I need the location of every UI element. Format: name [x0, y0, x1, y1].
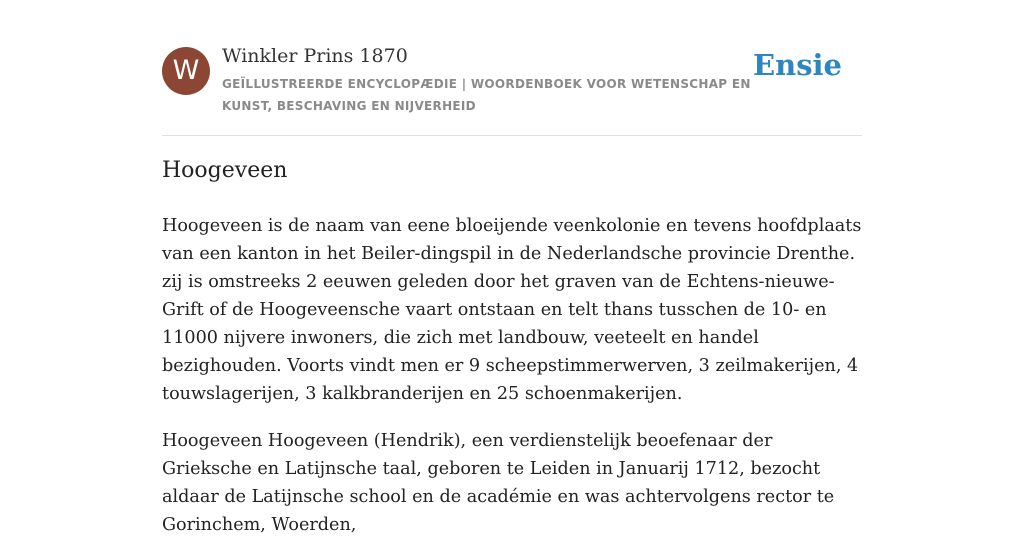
article-title: Hoogeveen	[162, 158, 288, 183]
ensie-logo[interactable]: Ensie	[753, 48, 842, 82]
article-paragraph-1: Hoogeveen is de naam van eene bloeijende veenkolonie en tevens hoofdplaats van een kanton in het Beiler-dingspil in de Nederlandsche provincie Drenthe. zij is omstreeks 2 eeuwen geleden door het graven van de Echtens-nieuwe-Grift of de Hoogeveensche vaart ontstaan en telt thans tusschen de 10- en 11000 nijvere inwoners, die zich met landbouw, veeteelt en handel bezighouden. Voorts vindt men er 9 scheepstimmerwerven, 3 zeilmakerijen, 4 touwslagerijen, 3 kalkbranderijen en 25 schoenmakerijen.	[162, 216, 862, 404]
source-header	[162, 0, 862, 136]
article-paragraph-2: Hoogeveen Hoogeveen (Hendrik), een verdienstelijk beoefenaar der Grieksche en Latijnsche taal, geboren te Leiden in Januarij 1712, bezocht aldaar de Latijnsche school en de académie en was achtervolgens rector te Gorinchem, Woerden,	[162, 431, 835, 535]
source-avatar[interactable]: W	[162, 47, 210, 95]
source-subtitle: GEÏLLUSTREERDE ENCYCLOPÆDIE | WOORDENBOEK VOOR WETENSCHAP EN KUNST, BESCHAVING EN NIJVERHEID	[222, 77, 751, 113]
source-title[interactable]: Winkler Prins 1870	[222, 45, 408, 67]
content-container	[162, 0, 862, 535]
